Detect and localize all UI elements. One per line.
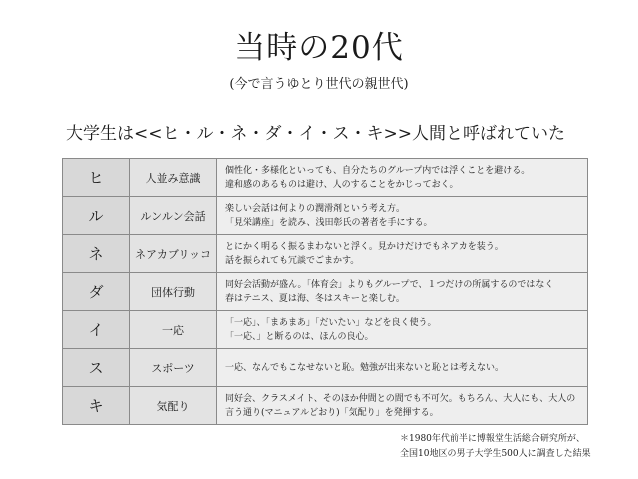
row-description <box>217 311 588 349</box>
slide-headline: 大学生は<<ヒ・ル・ネ・ダ・イ・ス・キ>>人間と呼ばれていた <box>66 124 565 144</box>
description-line: 一応、なんでもこなせないと恥。勉強が出来ないと恥とは考えない。 <box>225 362 505 373</box>
table-row <box>63 235 588 273</box>
row-letter: イ <box>63 311 130 349</box>
description-line: 話を振られても冗談でごまかす。 <box>225 255 360 266</box>
row-name: スポーツ <box>130 349 217 387</box>
row-name: ルンルン会話 <box>130 197 217 235</box>
footnote-line: 全国10地区の男子大学生500人に調査した結果 <box>400 449 591 459</box>
table-row <box>63 349 588 387</box>
table-row <box>63 387 588 425</box>
row-description <box>217 349 588 387</box>
description-line: 「一応、」と断るのは、ほんの良心。 <box>225 331 374 342</box>
description-line: 同好会活動が盛ん。「体育会」よりもグループで、１つだけの所属するのではなく <box>225 279 554 290</box>
description-line: 個性化・多様化といっても、自分たちのグループ内では浮くことを避ける。 <box>225 165 531 176</box>
description-line: 春はテニス、夏は海、冬はスキーと楽しむ。 <box>225 293 405 304</box>
description-line: 違和感のあるものは避け、人のすることをかじっておく。 <box>225 179 459 190</box>
description-line: 同好会、クラスメイト、そのほか仲間との間でも不可欠。もちろん、大人にも、大人の <box>225 393 576 404</box>
description-line: 楽しい会話は何よりの潤滑剤という考え方。 <box>225 203 406 214</box>
table-body <box>63 159 588 425</box>
row-name: ネアカブリッコ <box>130 235 217 273</box>
row-description <box>217 273 588 311</box>
row-name: 気配り <box>130 387 217 425</box>
characteristics-table <box>62 158 588 425</box>
slide-title: 当時の20代 <box>234 30 404 66</box>
row-description <box>217 387 588 425</box>
row-letter: ル <box>63 197 130 235</box>
footnote-line: ＊1980年代前半に博報堂生活総合研究所が、 <box>400 434 585 444</box>
row-letter: キ <box>63 387 130 425</box>
row-description <box>217 159 588 197</box>
row-letter: ヒ <box>63 159 130 197</box>
row-name: 団体行動 <box>130 273 217 311</box>
description-line: 「見栄講座」を読み、浅田彰氏の著者を手にする。 <box>225 217 433 228</box>
description-line: とにかく明るく振るまわないと浮く。見かけだけでもネアカを装う。 <box>225 241 504 252</box>
row-letter: ネ <box>63 235 130 273</box>
table-row <box>63 159 588 197</box>
slide-subtitle: (今で言うゆとり世代の親世代) <box>229 77 409 92</box>
description-line: 言う通り(マニュアルどおり)「気配り」を発揮する。 <box>225 407 439 418</box>
row-description <box>217 197 588 235</box>
table-row <box>63 273 588 311</box>
table-row <box>63 311 588 349</box>
row-name: 人並み意識 <box>130 159 217 197</box>
row-name: 一応 <box>130 311 217 349</box>
row-letter: ス <box>63 349 130 387</box>
row-description <box>217 235 588 273</box>
description-line: 「一応」、「まあまあ」「だいたい」などを良く使う。 <box>225 317 437 328</box>
footnote <box>400 432 630 462</box>
table-row <box>63 197 588 235</box>
row-letter: ダ <box>63 273 130 311</box>
